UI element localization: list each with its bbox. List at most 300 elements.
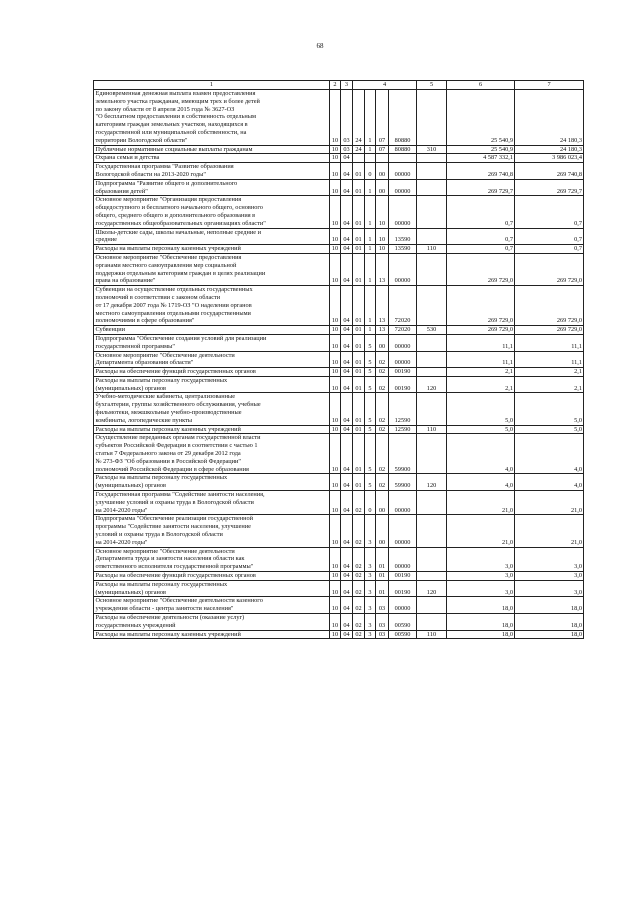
program-code-cell: 24 (353, 145, 365, 154)
amount-2-cell: 2,1 (515, 376, 584, 393)
amount-2-cell: 0,7 (515, 196, 584, 228)
table-row (94, 163, 584, 180)
subsection-code-cell: 04 (341, 393, 353, 425)
subprogram-code-cell: 1 (365, 245, 376, 254)
expense-type-cell (417, 515, 447, 547)
row-name-cell: Основное мероприятие "Обеспечение деятельности Департамента образования области" (94, 351, 330, 368)
expense-type-cell (417, 393, 447, 425)
program-code-cell: 01 (353, 376, 365, 393)
table-row (94, 393, 584, 425)
section-code-cell: 10 (330, 572, 341, 581)
amount-2-cell: 3,0 (515, 572, 584, 581)
subsection-code-cell: 04 (341, 196, 353, 228)
event-code-cell: 00 (376, 334, 389, 351)
amount-1-cell: 0,7 (447, 228, 515, 245)
subprogram-code-cell: 3 (365, 614, 376, 631)
subprogram-code-cell: 1 (365, 326, 376, 335)
amount-1-cell: 269 740,8 (447, 163, 515, 180)
direction-code-cell: 00000 (389, 179, 417, 196)
row-name-cell: Субвенции на осуществление отдельных государственных полномочий в соответствии с законом области от 17 декабря 2007 года № 1719-ОЗ "О наделении органов местного самоуправления отдельными государственными полномочиями в сфере образования" (94, 286, 330, 326)
program-code-cell: 01 (353, 179, 365, 196)
direction-code-cell: 59900 (389, 434, 417, 474)
subsection-code-cell: 04 (341, 572, 353, 581)
subsection-code-cell: 04 (341, 154, 353, 163)
program-code-cell: 24 (353, 90, 365, 146)
subsection-code-cell: 03 (341, 145, 353, 154)
row-name-cell: Осуществление переданных органам государственной власти субъектов Российской Федерации в соответствии с частью 1 статьи 7 Федерального закона от 29 декабря 2012 года № 273-ФЗ "Об образовании в Российской Федерации" полномочий Российской Федерации в сфере образования (94, 434, 330, 474)
table-row (94, 614, 584, 631)
expense-type-cell (417, 351, 447, 368)
amount-2-cell: 269 729,0 (515, 286, 584, 326)
header-cell-amount-2: 7 (515, 81, 584, 90)
row-name-cell: Охрана семьи и детства (94, 154, 330, 163)
program-code-cell: 02 (353, 515, 365, 547)
direction-code-cell: 12590 (389, 425, 417, 434)
amount-2-cell: 24 180,3 (515, 90, 584, 146)
row-name-cell: Расходы на обеспечение функций государственных органов (94, 368, 330, 377)
direction-code-cell: 13590 (389, 228, 417, 245)
amount-1-cell: 21,0 (447, 491, 515, 515)
table-row (94, 228, 584, 245)
subprogram-code-cell: 3 (365, 515, 376, 547)
amount-2-cell: 269 729,0 (515, 253, 584, 285)
table-row (94, 474, 584, 491)
expense-type-cell (417, 253, 447, 285)
row-name-cell: Школы-детские сады, школы начальные, неполные средние и средние (94, 228, 330, 245)
event-code-cell: 07 (376, 90, 389, 146)
direction-code-cell: 00190 (389, 376, 417, 393)
row-name-cell: Расходы на выплаты персоналу государственных (муниципальных) органов (94, 474, 330, 491)
expense-type-cell (417, 334, 447, 351)
section-code-cell: 10 (330, 286, 341, 326)
expense-type-cell (417, 179, 447, 196)
event-code-cell: 00 (376, 179, 389, 196)
amount-2-cell: 21,0 (515, 491, 584, 515)
section-code-cell: 10 (330, 376, 341, 393)
subprogram-code-cell: 3 (365, 572, 376, 581)
subprogram-code-cell: 3 (365, 580, 376, 597)
amount-1-cell: 4,0 (447, 474, 515, 491)
subsection-code-cell: 04 (341, 515, 353, 547)
expense-type-cell: 120 (417, 580, 447, 597)
direction-code-cell: 00000 (389, 515, 417, 547)
section-code-cell: 10 (330, 580, 341, 597)
subsection-code-cell: 04 (341, 368, 353, 377)
event-code-cell: 00 (376, 515, 389, 547)
expense-type-cell (417, 491, 447, 515)
table-row (94, 90, 584, 146)
subsection-code-cell: 04 (341, 434, 353, 474)
event-code-cell (376, 154, 389, 163)
event-code-cell: 03 (376, 597, 389, 614)
subsection-code-cell: 04 (341, 253, 353, 285)
amount-2-cell: 3,0 (515, 580, 584, 597)
subprogram-code-cell: 5 (365, 368, 376, 377)
table-row (94, 286, 584, 326)
expense-type-cell (417, 434, 447, 474)
row-name-cell: Расходы на выплаты персоналу казенных учреждений (94, 245, 330, 254)
subprogram-code-cell: 3 (365, 597, 376, 614)
subprogram-code-cell: 1 (365, 253, 376, 285)
section-code-cell: 10 (330, 90, 341, 146)
subprogram-code-cell: 5 (365, 393, 376, 425)
section-code-cell: 10 (330, 245, 341, 254)
amount-2-cell: 2,1 (515, 368, 584, 377)
direction-code-cell: 00000 (389, 597, 417, 614)
direction-code-cell: 00190 (389, 368, 417, 377)
program-code-cell: 01 (353, 351, 365, 368)
row-name-cell: Учебно-методические кабинеты, централизованные бухгалтерии, группы хозяйственного обслуживания, учебные фильмотеки, межшкольные учебно-производственные комбинаты, логопедические пункты (94, 393, 330, 425)
amount-2-cell: 3,0 (515, 547, 584, 571)
direction-code-cell: 72020 (389, 286, 417, 326)
subsection-code-cell: 04 (341, 580, 353, 597)
amount-2-cell: 18,0 (515, 614, 584, 631)
amount-1-cell: 3,0 (447, 547, 515, 571)
program-code-cell (353, 154, 365, 163)
table-row (94, 597, 584, 614)
amount-1-cell: 3,0 (447, 572, 515, 581)
subprogram-code-cell: 5 (365, 334, 376, 351)
subsection-code-cell: 04 (341, 334, 353, 351)
section-code-cell: 10 (330, 179, 341, 196)
row-name-cell: Расходы на обеспечение функций государственных органов (94, 572, 330, 581)
event-code-cell: 07 (376, 145, 389, 154)
expense-type-cell: 110 (417, 425, 447, 434)
amount-1-cell: 18,0 (447, 614, 515, 631)
event-code-cell: 10 (376, 245, 389, 254)
section-code-cell: 10 (330, 351, 341, 368)
amount-1-cell: 25 540,9 (447, 145, 515, 154)
direction-code-cell: 00000 (389, 351, 417, 368)
expense-type-cell: 310 (417, 145, 447, 154)
amount-1-cell: 5,0 (447, 425, 515, 434)
table-row (94, 376, 584, 393)
program-code-cell: 02 (353, 630, 365, 639)
subsection-code-cell: 04 (341, 630, 353, 639)
row-name-cell: Основное мероприятие "Организация предоставления общедоступного и бесплатного начального общего, основного общего, среднего общего и дополнительного образования в государственных общеобразовательных организациях области" (94, 196, 330, 228)
table-row (94, 425, 584, 434)
expense-type-cell: 120 (417, 376, 447, 393)
program-code-cell: 01 (353, 368, 365, 377)
amount-2-cell: 18,0 (515, 630, 584, 639)
event-code-cell: 02 (376, 434, 389, 474)
subprogram-code-cell: 3 (365, 630, 376, 639)
amount-1-cell: 5,0 (447, 393, 515, 425)
amount-2-cell: 269 729,7 (515, 179, 584, 196)
section-code-cell: 10 (330, 228, 341, 245)
row-name-cell: Субвенции (94, 326, 330, 335)
subprogram-code-cell: 1 (365, 179, 376, 196)
subsection-code-cell: 04 (341, 163, 353, 180)
direction-code-cell (389, 154, 417, 163)
amount-2-cell: 24 180,3 (515, 145, 584, 154)
table-row (94, 351, 584, 368)
program-code-cell: 01 (353, 245, 365, 254)
program-code-cell: 01 (353, 326, 365, 335)
subprogram-code-cell: 1 (365, 286, 376, 326)
expense-type-cell (417, 597, 447, 614)
expense-type-cell (417, 547, 447, 571)
direction-code-cell: 80880 (389, 90, 417, 146)
subsection-code-cell: 04 (341, 286, 353, 326)
table-row (94, 245, 584, 254)
subsection-code-cell: 04 (341, 547, 353, 571)
program-code-cell: 01 (353, 253, 365, 285)
direction-code-cell: 00000 (389, 491, 417, 515)
amount-1-cell: 21,0 (447, 515, 515, 547)
direction-code-cell: 00000 (389, 547, 417, 571)
event-code-cell: 02 (376, 376, 389, 393)
amount-1-cell: 0,7 (447, 196, 515, 228)
event-code-cell: 01 (376, 572, 389, 581)
subsection-code-cell: 04 (341, 425, 353, 434)
program-code-cell: 01 (353, 228, 365, 245)
program-code-cell: 02 (353, 580, 365, 597)
program-code-cell: 02 (353, 614, 365, 631)
program-code-cell: 02 (353, 547, 365, 571)
direction-code-cell: 72020 (389, 326, 417, 335)
amount-2-cell: 11,1 (515, 351, 584, 368)
program-code-cell: 02 (353, 572, 365, 581)
subsection-code-cell: 04 (341, 245, 353, 254)
amount-1-cell: 2,1 (447, 368, 515, 377)
expense-type-cell (417, 196, 447, 228)
expense-type-cell: 530 (417, 326, 447, 335)
event-code-cell: 13 (376, 286, 389, 326)
amount-2-cell: 269 729,0 (515, 326, 584, 335)
row-name-cell: Расходы на обеспечение деятельности (оказание услуг) государственных учреждений (94, 614, 330, 631)
event-code-cell: 01 (376, 580, 389, 597)
expense-type-cell (417, 163, 447, 180)
row-name-cell: Государственная программа "Содействие занятости населения, улучшение условий и охраны труда в Вологодской области на 2014-2020 годы" (94, 491, 330, 515)
section-code-cell: 10 (330, 434, 341, 474)
direction-code-cell: 00000 (389, 253, 417, 285)
subsection-code-cell: 04 (341, 228, 353, 245)
subprogram-code-cell: 0 (365, 163, 376, 180)
amount-1-cell: 269 729,0 (447, 326, 515, 335)
section-code-cell: 10 (330, 547, 341, 571)
subprogram-code-cell: 1 (365, 90, 376, 146)
section-code-cell: 10 (330, 334, 341, 351)
section-code-cell: 10 (330, 253, 341, 285)
direction-code-cell: 00590 (389, 630, 417, 639)
table-row (94, 154, 584, 163)
event-code-cell: 03 (376, 630, 389, 639)
subsection-code-cell: 03 (341, 90, 353, 146)
section-code-cell: 10 (330, 630, 341, 639)
table-row (94, 326, 584, 335)
row-name-cell: Основное мероприятие "Обеспечение деятельности казенного учреждения области - центра занятости населения" (94, 597, 330, 614)
header-cell-section: 2 (330, 81, 341, 90)
table-row (94, 515, 584, 547)
program-code-cell: 02 (353, 597, 365, 614)
amount-1-cell: 3,0 (447, 580, 515, 597)
direction-code-cell: 00000 (389, 334, 417, 351)
section-code-cell: 10 (330, 326, 341, 335)
direction-code-cell: 00590 (389, 614, 417, 631)
program-code-cell: 01 (353, 196, 365, 228)
amount-1-cell: 4,0 (447, 434, 515, 474)
table-row (94, 491, 584, 515)
row-name-cell: Расходы на выплаты персоналу государственных (муниципальных) органов (94, 376, 330, 393)
program-code-cell: 01 (353, 286, 365, 326)
direction-code-cell: 00190 (389, 580, 417, 597)
table-row (94, 145, 584, 154)
amount-1-cell: 18,0 (447, 630, 515, 639)
subsection-code-cell: 04 (341, 491, 353, 515)
amount-2-cell: 3 986 023,4 (515, 154, 584, 163)
amount-2-cell: 18,0 (515, 597, 584, 614)
direction-code-cell: 00190 (389, 572, 417, 581)
program-code-cell: 02 (353, 491, 365, 515)
expense-type-cell: 110 (417, 245, 447, 254)
subprogram-code-cell: 1 (365, 228, 376, 245)
direction-code-cell: 80880 (389, 145, 417, 154)
row-name-cell: Публичные нормативные социальные выплаты гражданам (94, 145, 330, 154)
section-code-cell: 10 (330, 614, 341, 631)
subsection-code-cell: 04 (341, 376, 353, 393)
direction-code-cell: 00000 (389, 163, 417, 180)
table-row (94, 179, 584, 196)
header-cell-expense-type: 5 (417, 81, 447, 90)
amount-1-cell: 0,7 (447, 245, 515, 254)
subprogram-code-cell: 5 (365, 474, 376, 491)
table-row (94, 630, 584, 639)
amount-2-cell: 21,0 (515, 515, 584, 547)
expense-type-cell (417, 90, 447, 146)
row-name-cell: Расходы на выплаты персоналу казенных учреждений (94, 630, 330, 639)
event-code-cell: 03 (376, 614, 389, 631)
event-code-cell: 02 (376, 425, 389, 434)
row-name-cell: Расходы на выплаты персоналу казенных учреждений (94, 425, 330, 434)
direction-code-cell: 12590 (389, 393, 417, 425)
section-code-cell: 10 (330, 597, 341, 614)
row-name-cell: Подпрограмма "Обеспечение реализации государственной программы "Содействие занятости населения, улучшение условий и охраны труда в Вологодской области на 2014-2020 годы" (94, 515, 330, 547)
event-code-cell: 01 (376, 547, 389, 571)
row-name-cell: Основное мероприятие "Обеспечение предоставления органами местного самоуправления мер социальной поддержки отдельным категориям граждан в целях реализации права на образование" (94, 253, 330, 285)
row-name-cell: Государственная программа "Развитие образования Вологодской области на 2013-2020 годы" (94, 163, 330, 180)
amount-2-cell: 11,1 (515, 334, 584, 351)
section-code-cell: 10 (330, 393, 341, 425)
subsection-code-cell: 04 (341, 351, 353, 368)
subprogram-code-cell: 5 (365, 351, 376, 368)
table-row (94, 368, 584, 377)
program-code-cell: 01 (353, 425, 365, 434)
header-cell-subsection: 3 (341, 81, 353, 90)
table-row (94, 334, 584, 351)
section-code-cell: 10 (330, 425, 341, 434)
expense-type-cell (417, 572, 447, 581)
section-code-cell: 10 (330, 196, 341, 228)
amount-2-cell: 269 740,8 (515, 163, 584, 180)
program-code-cell: 01 (353, 434, 365, 474)
expense-type-cell (417, 286, 447, 326)
subprogram-code-cell: 1 (365, 196, 376, 228)
amount-2-cell: 5,0 (515, 425, 584, 434)
table-row (94, 253, 584, 285)
amount-1-cell: 18,0 (447, 597, 515, 614)
program-code-cell: 01 (353, 474, 365, 491)
event-code-cell: 13 (376, 253, 389, 285)
header-cell-target-article: 4 (353, 81, 417, 90)
subprogram-code-cell (365, 154, 376, 163)
section-code-cell: 10 (330, 515, 341, 547)
event-code-cell: 00 (376, 163, 389, 180)
row-name-cell: Подпрограмма "Развитие общего и дополнительного образования детей" (94, 179, 330, 196)
section-code-cell: 10 (330, 154, 341, 163)
amount-1-cell: 11,1 (447, 351, 515, 368)
amount-1-cell: 2,1 (447, 376, 515, 393)
subprogram-code-cell: 1 (365, 145, 376, 154)
table-row (94, 572, 584, 581)
amount-1-cell: 269 729,7 (447, 179, 515, 196)
event-code-cell: 10 (376, 228, 389, 245)
event-code-cell: 13 (376, 326, 389, 335)
subprogram-code-cell: 5 (365, 376, 376, 393)
amount-1-cell: 269 729,0 (447, 286, 515, 326)
subprogram-code-cell: 0 (365, 491, 376, 515)
event-code-cell: 02 (376, 368, 389, 377)
table-row (94, 434, 584, 474)
subsection-code-cell: 04 (341, 179, 353, 196)
page-number: 68 (316, 42, 324, 50)
direction-code-cell: 59900 (389, 474, 417, 491)
section-code-cell: 10 (330, 145, 341, 154)
header-row (94, 81, 584, 90)
expense-type-cell (417, 228, 447, 245)
row-name-cell: Единовременная денежная выплата взамен предоставления земельного участка гражданам, имеющим трех и более детей по закону области от 8 апреля 2015 года № 3627-ОЗ "О бесплатном предоставлении в собственность отдельным категориям граждан земельных участков, находящихся в государственной или муниципальной собственности, на территории Вологодской области" (94, 90, 330, 146)
amount-2-cell: 4,0 (515, 474, 584, 491)
section-code-cell: 10 (330, 163, 341, 180)
subsection-code-cell: 04 (341, 597, 353, 614)
header-cell-amount-1: 6 (447, 81, 515, 90)
direction-code-cell: 13590 (389, 245, 417, 254)
program-code-cell: 01 (353, 163, 365, 180)
header-cell-name: 1 (94, 81, 330, 90)
expense-type-cell: 120 (417, 474, 447, 491)
amount-1-cell: 25 540,9 (447, 90, 515, 146)
direction-code-cell: 00000 (389, 196, 417, 228)
expense-type-cell (417, 154, 447, 163)
amount-1-cell: 11,1 (447, 334, 515, 351)
amount-1-cell: 269 729,0 (447, 253, 515, 285)
subsection-code-cell: 04 (341, 326, 353, 335)
section-code-cell: 10 (330, 474, 341, 491)
amount-2-cell: 0,7 (515, 245, 584, 254)
section-code-cell: 10 (330, 368, 341, 377)
expense-type-cell: 110 (417, 630, 447, 639)
amount-2-cell: 0,7 (515, 228, 584, 245)
event-code-cell: 00 (376, 491, 389, 515)
event-code-cell: 02 (376, 474, 389, 491)
subprogram-code-cell: 5 (365, 434, 376, 474)
amount-2-cell: 4,0 (515, 434, 584, 474)
section-code-cell: 10 (330, 491, 341, 515)
row-name-cell: Расходы на выплаты персоналу государственных (муниципальных) органов (94, 580, 330, 597)
subprogram-code-cell: 5 (365, 425, 376, 434)
table-row (94, 580, 584, 597)
event-code-cell: 02 (376, 351, 389, 368)
table-row (94, 547, 584, 571)
program-code-cell: 01 (353, 393, 365, 425)
row-name-cell: Подпрограмма "Обеспечение создания условий для реализации государственной программы" (94, 334, 330, 351)
subsection-code-cell: 04 (341, 614, 353, 631)
expense-type-cell (417, 614, 447, 631)
row-name-cell: Основное мероприятие "Обеспечение деятельности Департамента труда и занятости населения области как ответственного исполнителя государственной программы" (94, 547, 330, 571)
expense-type-cell (417, 368, 447, 377)
event-code-cell: 10 (376, 196, 389, 228)
amount-2-cell: 5,0 (515, 393, 584, 425)
